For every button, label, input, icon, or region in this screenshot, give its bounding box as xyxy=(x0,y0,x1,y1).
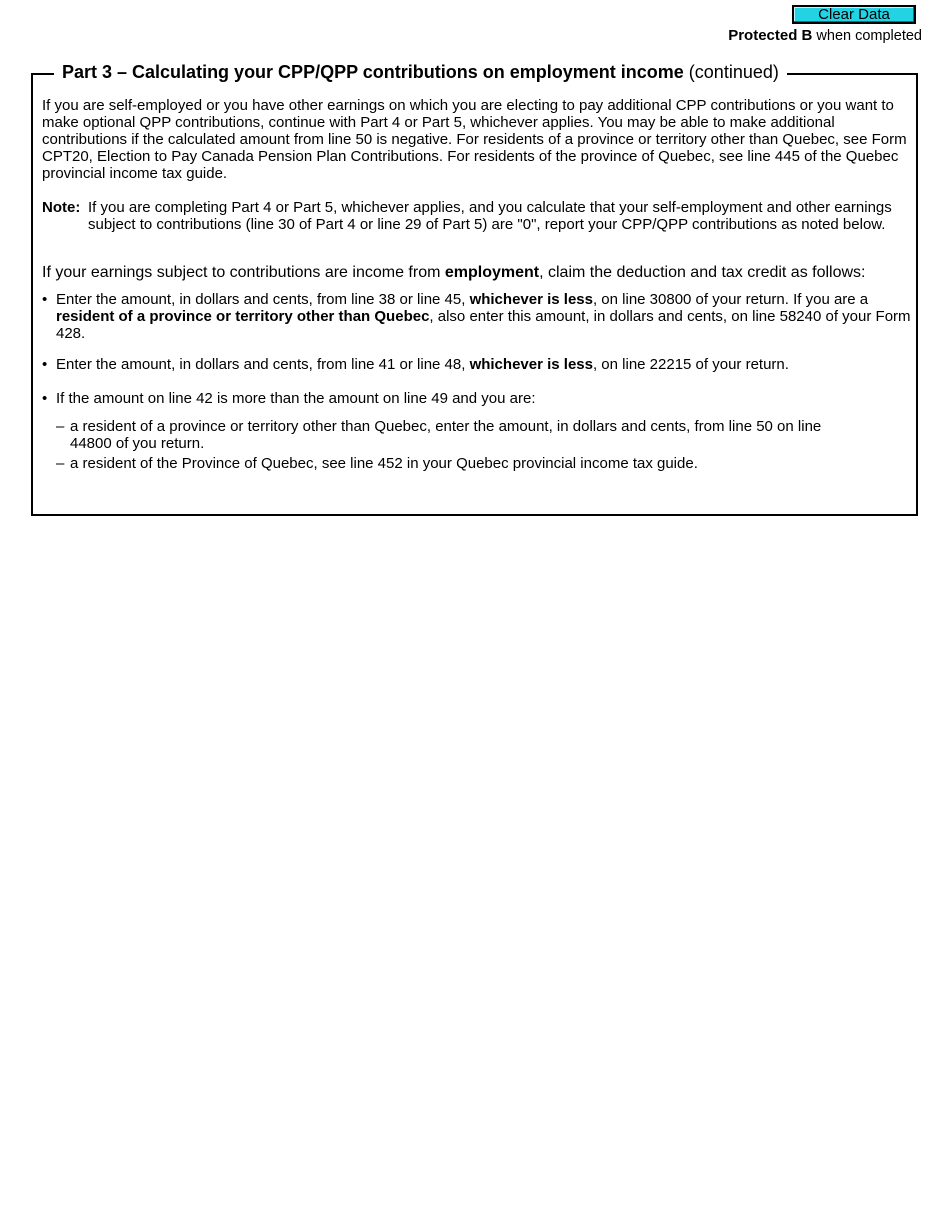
protected-b-bold: Protected B xyxy=(728,27,813,44)
employment-bold: employment xyxy=(444,264,540,281)
bullet-bold: resident of a province or territory other than Quebec xyxy=(56,308,430,325)
section-title-continued: (continued) xyxy=(683,62,779,82)
dash-item: a resident of a province or territory other than Quebec, enter the amount, in dollars and cents, from line 50 on line 44800 of you return. xyxy=(70,418,822,452)
protected-b-label xyxy=(728,27,922,44)
intro-paragraph: If you are self-employed or you have other earnings on which you are electing to pay additional CPP contributions or you want to make optional QPP contributions, continue with Part 4 or Part 5, whichever applies. You may be able to make additional contributions if the calculated amount from line 50 is negative. For residents of a province or territory other than Quebec, see Form CPT20, Election to Pay Canada Pension Plan Contributions. For residents of the province of Quebec, see line 445 of the Quebec provincial income tax guide. xyxy=(42,97,907,182)
employment-post: , claim the deduction and tax credit as follows: xyxy=(539,264,866,281)
clear-data-button[interactable]: Clear Data xyxy=(792,5,916,24)
bullet-bold: whichever is less xyxy=(469,291,593,308)
protected-b-suffix: when completed xyxy=(812,28,922,44)
bullet-item: If the amount on line 42 is more than the amount on line 49 and you are: xyxy=(56,390,536,407)
section-title xyxy=(54,62,787,83)
bullet-bold: whichever is less xyxy=(469,356,593,373)
bullet-text: Enter the amount, in dollars and cents, from line 41 or line 48, xyxy=(56,356,470,373)
bullet-item xyxy=(56,291,911,342)
bullet-text: , on line 22215 of your return. xyxy=(592,356,789,373)
dash-item: a resident of the Province of Quebec, see line 452 in your Quebec provincial income tax guide. xyxy=(70,455,698,472)
note-label: Note: xyxy=(42,199,81,216)
note-text: If you are completing Part 4 or Part 5, whichever applies, and you calculate that your self-employment and other earnings subject to contributions (line 30 of Part 4 or line 29 of Part 5) are "0", report your CPP/QPP contributions as noted below. xyxy=(88,199,892,233)
bullet-text: , on line 30800 of your return. If you are a xyxy=(592,291,869,308)
bullet-marker: • xyxy=(42,390,48,407)
dash-marker: – xyxy=(56,418,65,435)
bullet-text: , also enter this amount, in dollars and cents, on line 58240 of your Form 428. xyxy=(56,308,911,342)
bullet-marker: • xyxy=(42,356,48,373)
section-title-bold: Part 3 – Calculating your CPP/QPP contributions on employment income xyxy=(62,62,684,82)
bullet-marker: • xyxy=(42,291,48,308)
bullet-item xyxy=(56,356,911,373)
bullet-text: Enter the amount, in dollars and cents, from line 38 or line 45, xyxy=(56,291,470,308)
frame-corner-tick xyxy=(916,73,918,80)
employment-paragraph xyxy=(42,264,912,281)
employment-pre: If your earnings subject to contributions are income from xyxy=(42,264,445,281)
dash-marker: – xyxy=(56,455,65,472)
